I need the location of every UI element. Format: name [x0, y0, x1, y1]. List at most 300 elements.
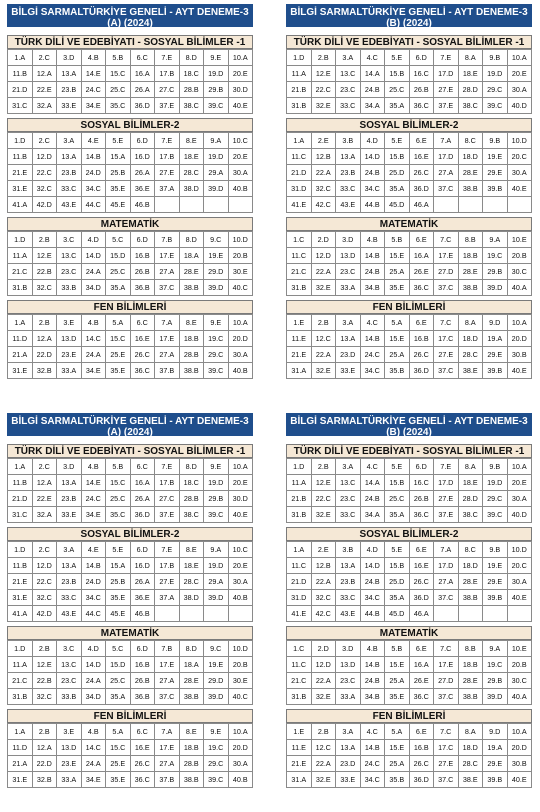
- answer-row: [287, 724, 532, 740]
- answer-cell: 9.E: [204, 50, 229, 66]
- answer-cell: 34.E: [81, 772, 106, 788]
- answer-cell: 4.D: [81, 641, 106, 657]
- answer-row: [8, 574, 253, 590]
- answer-row: [287, 248, 532, 264]
- answer-cell: 11.E: [287, 740, 312, 756]
- answer-cell: 21.D: [8, 82, 33, 98]
- answer-cell: 4.B: [81, 315, 106, 331]
- answer-cell: 24.A: [81, 756, 106, 772]
- card-title: BİLGİ SARMALTÜRKİYE GENELİ - AYT DENEME-3: [11, 416, 249, 427]
- answer-row: [287, 280, 532, 296]
- answer-cell: 26.B: [130, 264, 155, 280]
- answer-row: [8, 98, 253, 114]
- answer-cell: 15.E: [385, 740, 410, 756]
- answer-cell: 34.C: [360, 772, 385, 788]
- answer-cell: 15.D: [106, 248, 131, 264]
- answer-cell: 7.B: [155, 641, 180, 657]
- answer-cell: 26.B: [409, 82, 434, 98]
- answer-cell: 31.A: [287, 772, 312, 788]
- answer-cell: 10.A: [507, 724, 532, 740]
- answer-cell: 3.D: [336, 641, 361, 657]
- answer-cell: 1.E: [287, 315, 312, 331]
- answer-cell: 22.C: [311, 491, 336, 507]
- answer-cell: 35.E: [106, 181, 131, 197]
- answer-cell: 26.B: [409, 491, 434, 507]
- answer-cell: 14.B: [81, 149, 106, 165]
- answer-cell: 12.B: [311, 558, 336, 574]
- answer-cell: 22.A: [311, 264, 336, 280]
- answer-cell: 25.C: [106, 82, 131, 98]
- answer-cell: 15.B: [385, 475, 410, 491]
- answer-cell: 36.C: [409, 507, 434, 523]
- answer-cell: 20.B: [507, 248, 532, 264]
- answer-cell: 26.E: [409, 264, 434, 280]
- answer-cell: 18.D: [458, 149, 483, 165]
- answer-cell: 37.C: [434, 772, 459, 788]
- answer-cell: 16.A: [409, 657, 434, 673]
- answer-table: [7, 541, 253, 622]
- answer-cell: 13.D: [336, 248, 361, 264]
- answer-cell: 8.A: [458, 459, 483, 475]
- answer-cell: 39.B: [483, 590, 508, 606]
- answer-cell: 19.D: [483, 475, 508, 491]
- answer-cell: 18.D: [458, 558, 483, 574]
- answer-cell: 44.B: [360, 606, 385, 622]
- answer-cell: 34.A: [360, 507, 385, 523]
- answer-cell: 14.B: [81, 558, 106, 574]
- answer-cell: 18.E: [458, 475, 483, 491]
- answer-cell: 20.D: [507, 331, 532, 347]
- answer-cell: 32.C: [32, 280, 57, 296]
- answer-cell: 4.C: [360, 50, 385, 66]
- answer-cell: 39.D: [204, 181, 229, 197]
- answer-cell: 46.B: [130, 197, 155, 213]
- answer-row: [287, 641, 532, 657]
- answer-cell: 23.B: [57, 491, 82, 507]
- answer-cell: [228, 606, 253, 622]
- answer-row: [287, 98, 532, 114]
- answer-cell: 37.E: [155, 98, 180, 114]
- answer-cell: 14.A: [360, 475, 385, 491]
- answer-cell: 38.E: [458, 772, 483, 788]
- answer-cell: 5.A: [106, 724, 131, 740]
- answer-cell: 2.C: [32, 459, 57, 475]
- answer-section: [286, 118, 532, 213]
- answer-cell: 12.A: [32, 66, 57, 82]
- answer-row: [287, 756, 532, 772]
- answer-cell: 16.D: [130, 149, 155, 165]
- answer-cell: 4.D: [360, 542, 385, 558]
- answer-cell: 33.C: [336, 98, 361, 114]
- answer-cell: 20.B: [228, 657, 253, 673]
- answer-row: [8, 197, 253, 213]
- answer-cell: [179, 197, 204, 213]
- answer-cell: 3.A: [336, 459, 361, 475]
- answer-cell: 6.E: [409, 315, 434, 331]
- answer-cell: 43.E: [336, 606, 361, 622]
- answer-cell: 16.E: [130, 740, 155, 756]
- answer-cell: 2.C: [32, 542, 57, 558]
- answer-cell: 24.D: [81, 574, 106, 590]
- answer-cell: 4.E: [81, 133, 106, 149]
- answer-cell: 16.E: [130, 331, 155, 347]
- answer-cell: 15.C: [106, 740, 131, 756]
- answer-cell: 24.B: [360, 82, 385, 98]
- answer-cell: 33.A: [57, 772, 82, 788]
- answer-row: [8, 689, 253, 705]
- answer-cell: 7.E: [155, 459, 180, 475]
- answer-cell: 26.A: [130, 165, 155, 181]
- answer-cell: 25.B: [106, 165, 131, 181]
- answer-cell: 3.C: [57, 232, 82, 248]
- answer-cell: 37.C: [434, 590, 459, 606]
- answer-cell: 4.B: [81, 50, 106, 66]
- answer-cell: 14.B: [360, 740, 385, 756]
- answer-cell: 32.C: [32, 689, 57, 705]
- answer-cell: 36.C: [409, 280, 434, 296]
- section-title: TÜRK DİLİ VE EDEBİYATI - SOSYAL BİLİMLER -1: [286, 35, 532, 49]
- answer-cell: 30.A: [228, 165, 253, 181]
- answer-cell: 26.A: [130, 491, 155, 507]
- answer-cell: 31.C: [8, 98, 33, 114]
- answer-cell: 22.A: [311, 165, 336, 181]
- answer-cell: 6.D: [130, 232, 155, 248]
- answer-cell: 34.C: [81, 181, 106, 197]
- answer-row: [8, 673, 253, 689]
- answer-cell: 44.C: [81, 197, 106, 213]
- answer-cell: 4.C: [360, 315, 385, 331]
- answer-row: [287, 689, 532, 705]
- answer-cell: 28.E: [458, 673, 483, 689]
- answer-cell: 16.D: [130, 558, 155, 574]
- section-title: SOSYAL BİLİMLER-2: [286, 527, 532, 541]
- answer-section: [7, 217, 253, 296]
- answer-cell: 12.E: [311, 66, 336, 82]
- answer-cell: 17.D: [434, 66, 459, 82]
- answer-cell: 21.E: [8, 165, 33, 181]
- answer-cell: 23.C: [336, 491, 361, 507]
- answer-cell: 13.C: [336, 66, 361, 82]
- answer-cell: 8.D: [179, 641, 204, 657]
- answer-cell: 26.E: [409, 673, 434, 689]
- answer-row: [287, 149, 532, 165]
- answer-cell: 21.A: [8, 347, 33, 363]
- answer-cell: 27.A: [155, 756, 180, 772]
- answer-row: [8, 507, 253, 523]
- answer-cell: 27.E: [434, 756, 459, 772]
- answer-cell: 32.C: [311, 590, 336, 606]
- answer-cell: 40.E: [507, 590, 532, 606]
- answer-cell: 6.E: [409, 724, 434, 740]
- answer-cell: 30.D: [228, 82, 253, 98]
- answer-cell: 29.E: [483, 347, 508, 363]
- answer-cell: 1.A: [8, 50, 33, 66]
- answer-cell: 35.E: [385, 280, 410, 296]
- answer-cell: 24.B: [360, 165, 385, 181]
- answer-cell: 28.C: [458, 756, 483, 772]
- answer-cell: 7.C: [434, 641, 459, 657]
- answer-cell: 27.E: [434, 82, 459, 98]
- answer-cell: 21.C: [8, 264, 33, 280]
- answer-cell: 27.C: [155, 82, 180, 98]
- answer-cell: 27.D: [434, 264, 459, 280]
- answer-cell: 29.E: [483, 165, 508, 181]
- answer-cell: 11.A: [287, 475, 312, 491]
- answer-row: [8, 165, 253, 181]
- answer-cell: 10.D: [228, 232, 253, 248]
- answer-cell: 12.E: [32, 248, 57, 264]
- answer-cell: 46.A: [409, 606, 434, 622]
- answer-row: [8, 264, 253, 280]
- answer-cell: 34.C: [360, 181, 385, 197]
- answer-cell: 16.A: [409, 248, 434, 264]
- answer-section: [7, 709, 253, 788]
- answer-cell: 11.C: [287, 248, 312, 264]
- answer-cell: 26.C: [409, 165, 434, 181]
- answer-cell: [434, 197, 459, 213]
- answer-cell: 36.D: [409, 590, 434, 606]
- answer-cell: 6.C: [130, 459, 155, 475]
- answer-cell: 28.E: [179, 264, 204, 280]
- answer-row: [287, 50, 532, 66]
- answer-cell: 27.A: [155, 673, 180, 689]
- answer-cell: [458, 197, 483, 213]
- answer-cell: 35.B: [385, 363, 410, 379]
- answer-cell: 25.C: [106, 264, 131, 280]
- answer-cell: 5.E: [385, 542, 410, 558]
- answer-cell: 22.A: [311, 574, 336, 590]
- answer-cell: 28.D: [458, 82, 483, 98]
- answer-cell: 39.D: [204, 590, 229, 606]
- answer-cell: 38.C: [458, 507, 483, 523]
- answer-cell: 12.D: [32, 149, 57, 165]
- answer-cell: 33.E: [336, 772, 361, 788]
- answer-cell: 38.E: [458, 363, 483, 379]
- answer-cell: 7.E: [155, 50, 180, 66]
- answer-cell: 18.D: [458, 331, 483, 347]
- answer-cell: 35.E: [385, 689, 410, 705]
- section-title: MATEMATİK: [286, 626, 532, 640]
- answer-cell: 23.E: [57, 347, 82, 363]
- answer-cell: 11.C: [287, 558, 312, 574]
- answer-cell: 7.B: [155, 232, 180, 248]
- answer-cell: 10.D: [507, 542, 532, 558]
- answer-row: [8, 475, 253, 491]
- answer-cell: 12.A: [32, 475, 57, 491]
- answer-cell: 36.D: [409, 181, 434, 197]
- answer-cell: 17.C: [434, 740, 459, 756]
- answer-cell: 12.E: [311, 475, 336, 491]
- answer-cell: 34.E: [81, 363, 106, 379]
- answer-cell: 34.C: [360, 363, 385, 379]
- answer-cell: 14.B: [360, 331, 385, 347]
- answer-cell: 18.E: [179, 149, 204, 165]
- answer-cell: 9.B: [483, 133, 508, 149]
- answer-cell: 3.B: [336, 542, 361, 558]
- answer-cell: 33.B: [57, 280, 82, 296]
- answer-cell: 21.E: [287, 347, 312, 363]
- answer-cell: 28.E: [458, 264, 483, 280]
- answer-cell: 21.C: [287, 264, 312, 280]
- answer-cell: 10.A: [228, 724, 253, 740]
- answer-cell: 12.D: [32, 558, 57, 574]
- answer-cell: 34.C: [360, 590, 385, 606]
- answer-cell: 2.E: [311, 542, 336, 558]
- section-title: FEN BİLİMLERİ: [7, 300, 253, 314]
- answer-cell: 7.E: [434, 459, 459, 475]
- answer-cell: 36.D: [409, 363, 434, 379]
- answer-cell: 28.C: [179, 574, 204, 590]
- answer-cell: 25.B: [106, 574, 131, 590]
- answer-table: [7, 640, 253, 705]
- answer-cell: 30.B: [507, 347, 532, 363]
- answer-cell: 22.E: [32, 491, 57, 507]
- answer-cell: 9.D: [483, 724, 508, 740]
- answer-cell: 8.B: [458, 232, 483, 248]
- answer-row: [287, 66, 532, 82]
- answer-cell: 18.B: [458, 248, 483, 264]
- answer-cell: 27.A: [434, 574, 459, 590]
- answer-cell: 31.B: [287, 280, 312, 296]
- section-title: TÜRK DİLİ VE EDEBİYATI - SOSYAL BİLİMLER -1: [7, 35, 253, 49]
- answer-cell: 5.E: [106, 542, 131, 558]
- answer-cell: 19.D: [204, 475, 229, 491]
- answer-cell: 11.E: [287, 331, 312, 347]
- answer-cell: 22.D: [32, 347, 57, 363]
- answer-cell: 27.A: [155, 347, 180, 363]
- answer-cell: 22.D: [32, 756, 57, 772]
- answer-row: [8, 181, 253, 197]
- answer-cell: 31.B: [8, 280, 33, 296]
- answer-cell: 31.E: [8, 181, 33, 197]
- answer-cell: 33.C: [336, 181, 361, 197]
- answer-cell: 11.B: [8, 149, 33, 165]
- answer-cell: 24.A: [81, 347, 106, 363]
- answer-key-card: [286, 413, 532, 788]
- answer-cell: 32.B: [32, 772, 57, 788]
- answer-cell: 34.A: [360, 98, 385, 114]
- answer-cell: 44.B: [360, 197, 385, 213]
- answer-cell: 11.D: [8, 740, 33, 756]
- answer-cell: 6.D: [130, 542, 155, 558]
- answer-cell: 13.A: [336, 558, 361, 574]
- answer-cell: 40.E: [507, 772, 532, 788]
- answer-cell: 32.E: [311, 363, 336, 379]
- answer-table: [286, 541, 532, 622]
- answer-cell: 17.D: [434, 149, 459, 165]
- answer-cell: 29.A: [204, 574, 229, 590]
- answer-cell: 27.E: [434, 491, 459, 507]
- answer-cell: 39.C: [204, 363, 229, 379]
- answer-cell: [155, 606, 180, 622]
- answer-cell: 17.E: [434, 248, 459, 264]
- answer-cell: 7.A: [155, 315, 180, 331]
- answer-row: [287, 590, 532, 606]
- section-title: TÜRK DİLİ VE EDEBİYATI - SOSYAL BİLİMLER -1: [7, 444, 253, 458]
- answer-cell: 42.D: [32, 197, 57, 213]
- answer-cell: 27.E: [434, 347, 459, 363]
- answer-cell: 29.D: [204, 264, 229, 280]
- answer-cell: 38.B: [179, 772, 204, 788]
- answer-cell: 10.A: [507, 315, 532, 331]
- answer-cell: 35.A: [385, 590, 410, 606]
- answer-cell: 15.A: [106, 558, 131, 574]
- answer-cell: 38.B: [458, 280, 483, 296]
- answer-cell: 24.C: [81, 82, 106, 98]
- answer-cell: 24.C: [360, 756, 385, 772]
- answer-row: [287, 772, 532, 788]
- answer-cell: 27.D: [434, 673, 459, 689]
- answer-cell: 5.B: [106, 459, 131, 475]
- answer-cell: 26.C: [409, 574, 434, 590]
- section-title: MATEMATİK: [7, 626, 253, 640]
- answer-cell: 39.D: [483, 689, 508, 705]
- answer-cell: 33.C: [57, 181, 82, 197]
- answer-cell: 5.C: [106, 232, 131, 248]
- answer-cell: 30.A: [228, 347, 253, 363]
- answer-cell: 9.B: [483, 459, 508, 475]
- answer-cell: 17.C: [434, 331, 459, 347]
- answer-cell: 1.A: [8, 724, 33, 740]
- answer-cell: 17.E: [155, 248, 180, 264]
- answer-cell: 34.E: [81, 98, 106, 114]
- answer-row: [8, 657, 253, 673]
- answer-section: [7, 527, 253, 622]
- answer-cell: 23.D: [336, 756, 361, 772]
- card-header: [286, 413, 532, 436]
- answer-row: [287, 82, 532, 98]
- answer-cell: 5.A: [106, 315, 131, 331]
- answer-cell: 18.A: [179, 657, 204, 673]
- answer-cell: 26.C: [130, 347, 155, 363]
- answer-cell: 37.A: [155, 590, 180, 606]
- answer-section: [7, 626, 253, 705]
- answer-cell: 6.C: [130, 724, 155, 740]
- answer-cell: 13.C: [57, 657, 82, 673]
- answer-row: [287, 181, 532, 197]
- answer-cell: 21.D: [287, 574, 312, 590]
- answer-row: [287, 574, 532, 590]
- answer-cell: 11.B: [8, 475, 33, 491]
- answer-cell: 28.D: [458, 491, 483, 507]
- answer-cell: 34.B: [360, 280, 385, 296]
- answer-section: [286, 35, 532, 114]
- answer-cell: 23.B: [336, 574, 361, 590]
- answer-cell: 11.C: [287, 657, 312, 673]
- answer-row: [287, 673, 532, 689]
- answer-cell: 33.C: [336, 590, 361, 606]
- answer-cell: 3.D: [57, 459, 82, 475]
- answer-cell: 30.D: [228, 491, 253, 507]
- answer-cell: 14.C: [81, 740, 106, 756]
- answer-cell: 17.E: [155, 331, 180, 347]
- answer-table: [286, 458, 532, 523]
- answer-cell: 38.D: [179, 181, 204, 197]
- answer-cell: 22.A: [311, 347, 336, 363]
- answer-row: [287, 315, 532, 331]
- answer-section: [7, 118, 253, 213]
- answer-cell: 27.C: [155, 491, 180, 507]
- answer-section: [7, 35, 253, 114]
- answer-cell: 23.C: [336, 82, 361, 98]
- answer-cell: 36.B: [130, 280, 155, 296]
- answer-cell: 15.E: [385, 657, 410, 673]
- answer-cell: 18.E: [179, 558, 204, 574]
- answer-cell: 26.A: [130, 574, 155, 590]
- answer-cell: 8.E: [179, 315, 204, 331]
- answer-row: [287, 347, 532, 363]
- answer-row: [8, 66, 253, 82]
